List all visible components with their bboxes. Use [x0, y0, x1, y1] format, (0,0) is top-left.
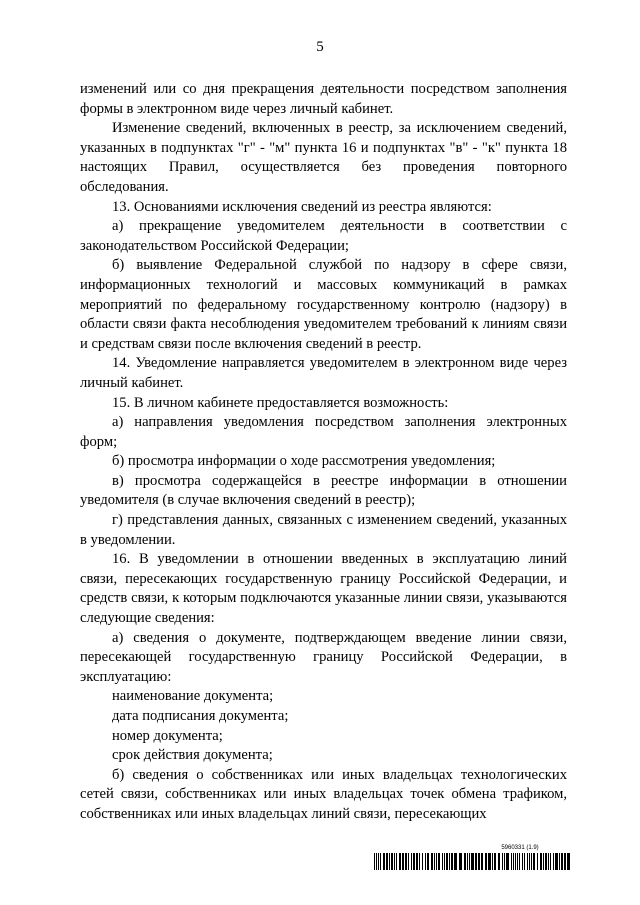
paragraph: б) просмотра информации о ходе рассмотрения уведомления; [112, 453, 496, 470]
paragraph: 16. В уведомлении в отношении введенных в эксплуатацию линий связи, пересекающих государственную границу Российской Федерации, и средств связи, к которым подключаются указанные линии связи, указываются следующие сведения: [80, 551, 567, 627]
paragraph: а) направления уведомления посредством заполнения электронных форм; [80, 414, 567, 450]
paragraph: Изменение сведений, включенных в реестр, за исключением сведений, указанных в подпунктах "г" - "м" пункта 16 и подпунктах "в" - "к" пункта 18 настоящих Правил, осуществляется без проведения повторного обследования. [80, 120, 567, 195]
paragraph: б) выявление Федеральной службой по надзору в сфере связи, информационных технологий и массовых коммуникаций в рамках мероприятий по федеральному государственному контролю (надзору) в области связи факта несоблюдения уведомителем требований к линиям связи и средствам связи после включения сведений в реестр. [80, 257, 567, 352]
list-item: наименование документа; [112, 688, 274, 705]
document-body [80, 80, 567, 825]
document-code: 5960331 (1.9) [501, 845, 539, 851]
barcode [374, 853, 570, 870]
paragraph: изменений или со дня прекращения деятельности посредством заполнения формы в электронном виде через личный кабинет. [80, 81, 567, 117]
page-number: 5 [316, 39, 324, 55]
list-item: номер документа; [112, 727, 223, 744]
list-item: срок действия документа; [112, 747, 273, 764]
list-item: дата подписания документа; [112, 708, 289, 724]
paragraph: а) сведения о документе, подтверждающем введение линии связи, пересекающей государственную границу Российской Федерации, в эксплуатацию: [80, 629, 567, 685]
paragraph: г) представления данных, связанных с изменением сведений, указанных в уведомлении. [80, 512, 567, 548]
paragraph: 15. В личном кабинете предоставляется возможность: [112, 394, 449, 411]
paragraph: а) прекращение уведомителем деятельности в соответствии с законодательством Российской Федерации; [80, 218, 567, 254]
paragraph: в) просмотра содержащейся в реестре информации в отношении уведомителя (в случае включения сведений в реестр); [80, 472, 567, 509]
paragraph: 14. Уведомление направляется уведомителем в электронном виде через личный кабинет. [80, 355, 567, 391]
paragraph: 13. Основаниями исключения сведений из реестра являются: [112, 198, 492, 215]
paragraph: б) сведения о собственниках или иных владельцах технологических сетей связи, собственниках или иных владельцах точек обмена трафиком, собственниках или иных владельцах линий связи, пересекающих [80, 766, 567, 822]
